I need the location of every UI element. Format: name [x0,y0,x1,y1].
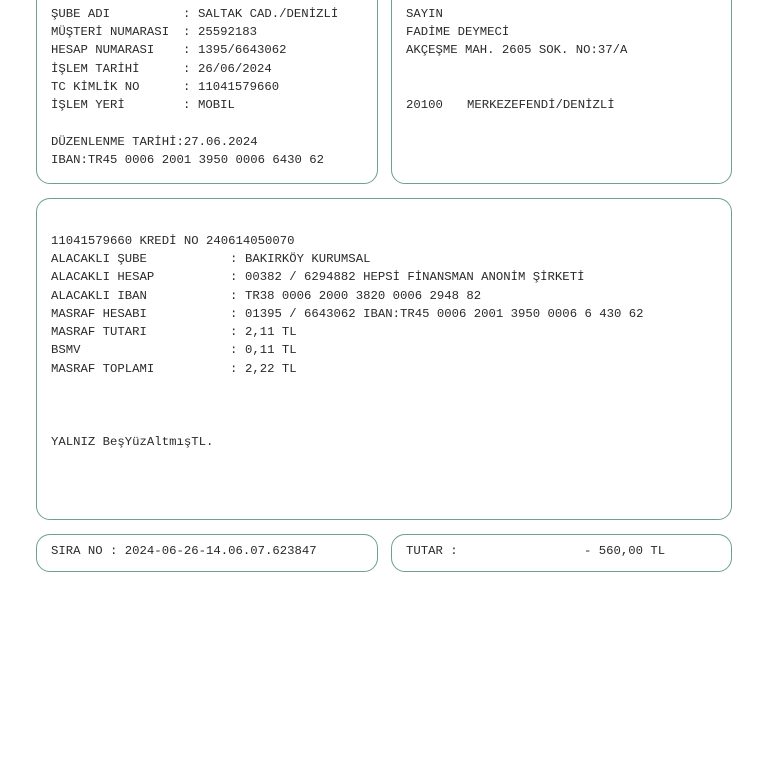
value-musteri-no: 25592183 [198,25,258,39]
tutar-label: TUTAR : [406,544,458,558]
label-islem-tarihi: İŞLEM TARİHİ [51,62,140,76]
sep: : [183,98,191,112]
value-islem-yeri: MOBIL [198,98,235,112]
value-alacakli-iban: TR38 0006 2000 3820 0006 2948 82 [245,289,482,303]
amount-in-words: YALNIZ BeşYüzAltmışTL. [51,435,214,449]
salutation: SAYIN [406,7,443,21]
sep: : [230,270,238,284]
label-hesap-no: HESAP NUMARASI [51,43,155,57]
sep: : [230,362,238,376]
value-tc-kimlik: 11041579660 [198,80,280,94]
postal-code: 20100 [406,98,443,112]
label-tc-kimlik: TC KİMLİK NO [51,80,140,94]
value-alacakli-hesap: 00382 / 6294882 HEPSİ FİNANSMAN ANONİM ŞİRKETİ [245,270,585,284]
district: MERKEZEFENDİ/DENİZLİ [467,98,615,112]
sira-no: SIRA NO : 2024-06-26-14.06.07.623847 [51,544,317,558]
recipient-address: AKÇEŞME MAH. 2605 SOK. NO:37/A [406,43,628,57]
label-masraf-hesabi: MASRAF HESABI [51,307,147,321]
value-bsmv: 0,11 TL [245,343,297,357]
label-islem-yeri: İŞLEM YERİ [51,98,125,112]
value-alacakli-sube: BAKIRKÖY KURUMSAL [245,252,371,266]
sep: : [183,7,191,21]
value-masraf-hesabi: 01395 / 6643062 IBAN:TR45 0006 2001 3950 0006 6 430 62 [245,307,644,321]
sep: : [230,307,238,321]
label-masraf-tutari: MASRAF TUTARI [51,325,147,339]
sep: : [183,62,191,76]
label-alacakli-sube: ALACAKLI ŞUBE [51,252,147,266]
sep: : [230,252,238,266]
sep: : [183,80,191,94]
value-masraf-tutari: 2,11 TL [245,325,297,339]
recipient-name: FADİME DEYMECİ [406,25,510,39]
sep: : [183,43,191,57]
label-masraf-toplami: MASRAF TOPLAMI [51,362,155,376]
label-alacakli-iban: ALACAKLI IBAN [51,289,147,303]
sep: : [230,343,238,357]
value-hesap-no: 1395/6643062 [198,43,287,57]
sep: : [230,325,238,339]
value-masraf-toplami: 2,22 TL [245,362,297,376]
iban: IBAN:TR45 0006 2001 3950 0006 6430 62 [51,153,325,167]
label-bsmv: BSMV [51,343,81,357]
transaction-header: 11041579660 KREDİ NO 240614050070 [51,234,295,248]
tutar-value: - 560,00 TL [584,544,666,558]
value-sube-adi: SALTAK CAD./DENİZLİ [198,7,339,21]
sep: : [183,25,191,39]
label-musteri-no: MÜŞTERİ NUMARASI [51,25,170,39]
value-islem-tarihi: 26/06/2024 [198,62,272,76]
issue-date: DÜZENLENME TARİHİ:27.06.2024 [51,135,258,149]
label-sube-adi: ŞUBE ADI [51,7,111,21]
sep: : [230,289,238,303]
label-alacakli-hesap: ALACAKLI HESAP [51,270,155,284]
